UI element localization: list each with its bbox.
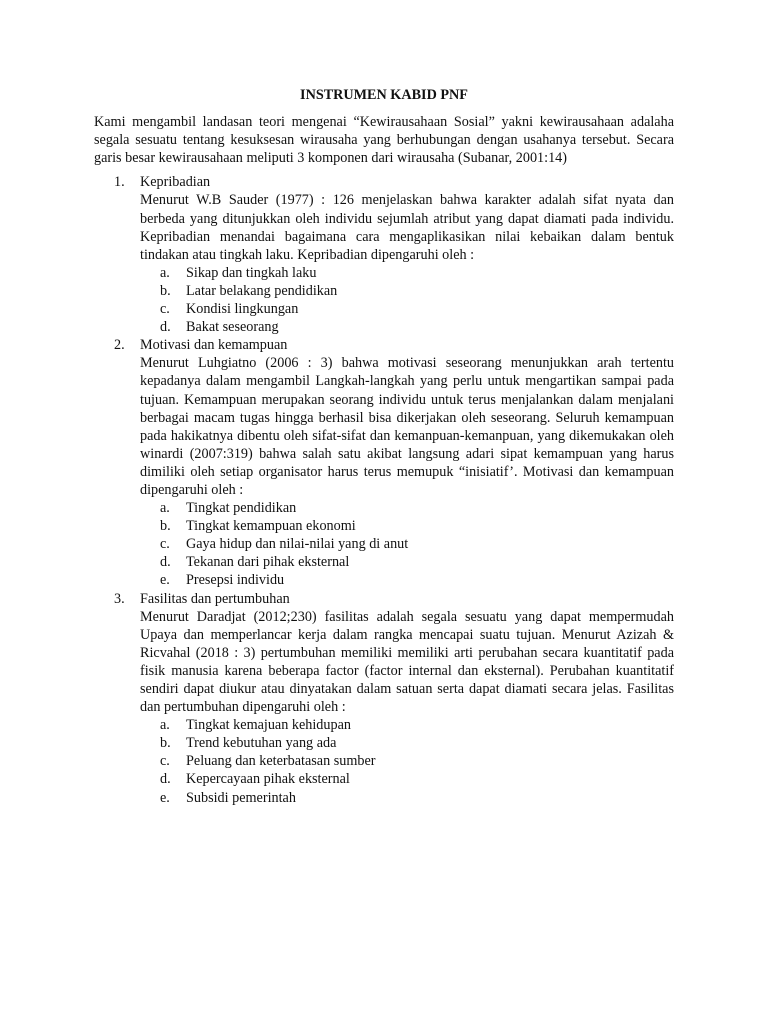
factor-letter: b. <box>160 735 171 752</box>
factor-text: Tingkat pendidikan <box>186 500 297 517</box>
section-description: Menurut Luhgiatno (2006 : 3) bahwa motivasi seseorang menunjukkan arah tertentu kepadanya dalam mengambil Langkah-langkah yang perlu untuk mengartikan sampai pada tujuan. Kemampuan merupakan seorang individu untuk terus menjalankan dalam menjalani berbagai macam tugas hingga berhasil bisa dikerjakan oleh seseorang. Seluruh kemampuan pada hakikatnya dibentu oleh sifat-sifat dan kemanpuan-kemanpuan, yang dikemukakan oleh winardi (2007:319) bahwa salah satu akibat langsung adari sipat kemampuan yang harus dimiliki oleh setiap organisator harus terus memupuk “inisiatif’. Motivasi dan kemampuan dipengaruhi oleh : <box>140 355 674 498</box>
factor-item <box>160 282 674 300</box>
factor-text: Presepsi individu <box>186 572 285 589</box>
section-description: Menurut Daradjat (2012;230) fasilitas adalah segala sesuatu yang dapat mempermudah Upaya dan memperlancar kerja dalam rangka mencapai suatu tujuan. Menurut Azizah & Ricvahal (2018 : 3) pertumbuhan memiliki memiliki arti perubahan secara kuantitatif pada fisik manusia karena beberapa factor (factor internal dan eksternal). Perubahan kuantitatif sendiri dapat diukur atau dinyatakan dalam satuan serta dapat diamati secara jelas. Fasilitas dan pertumbuhan dipengaruhi oleh : <box>140 608 674 716</box>
factor-letter: d. <box>160 771 171 788</box>
factor-letter: b. <box>160 282 171 299</box>
section-heading: Kepribadian <box>140 174 211 191</box>
factor-letter: e. <box>160 572 170 589</box>
sections-list <box>94 173 674 806</box>
factor-text: Tingkat kemajuan kehidupan <box>186 717 351 734</box>
factor-item <box>160 264 674 282</box>
section-item <box>114 336 674 589</box>
factor-letter: a. <box>160 717 170 734</box>
factor-item <box>160 734 674 752</box>
factor-text: Kepercayaan pihak eksternal <box>186 771 350 788</box>
factor-text: Sikap dan tingkah laku <box>186 264 317 281</box>
factor-text: Kondisi lingkungan <box>186 301 299 318</box>
factor-item <box>160 499 674 517</box>
factor-text: Tekanan dari pihak eksternal <box>186 554 350 571</box>
factor-letter: e. <box>160 789 170 806</box>
factor-list <box>140 264 674 336</box>
factor-letter: c. <box>160 301 170 318</box>
factor-item <box>160 716 674 734</box>
factor-item <box>160 535 674 553</box>
factor-letter: c. <box>160 536 170 553</box>
factor-letter: a. <box>160 264 170 281</box>
factor-list <box>140 716 674 806</box>
factor-item <box>160 770 674 788</box>
document-title: INSTRUMEN KABID PNF <box>300 87 468 103</box>
factor-text: Peluang dan keterbatasan sumber <box>186 753 376 770</box>
section-number: 1. <box>114 174 125 191</box>
section-heading: Motivasi dan kemampuan <box>140 337 288 354</box>
factor-letter: b. <box>160 518 171 535</box>
factor-item <box>160 553 674 571</box>
factor-letter: a. <box>160 500 170 517</box>
factor-item <box>160 517 674 535</box>
section-item <box>114 173 674 336</box>
factor-text: Trend kebutuhan yang ada <box>186 735 337 752</box>
factor-item <box>160 318 674 336</box>
factor-item <box>160 789 674 807</box>
factor-text: Bakat seseorang <box>186 319 279 336</box>
section-item <box>114 590 674 807</box>
factor-list <box>140 499 674 589</box>
factor-item <box>160 571 674 589</box>
factor-letter: d. <box>160 554 171 571</box>
section-description: Menurut W.B Sauder (1977) : 126 menjelaskan bahwa karakter adalah sifat nyata dan berbeda yang ditunjukkan oleh individu sejumlah atribut yang dapat diamati pada individu. Kepribadian menandai bagaimana cara mengaplikasikan nilai kebaikan dalam bentuk tindakan atau tingkah laku. Kepribadian dipengaruhi oleh : <box>140 192 674 263</box>
factor-letter: d. <box>160 319 171 336</box>
factor-text: Latar belakang pendidikan <box>186 282 338 299</box>
section-heading: Fasilitas dan pertumbuhan <box>140 590 290 607</box>
section-number: 3. <box>114 590 125 607</box>
intro-paragraph: Kami mengambil landasan teori mengenai “Kewirausahaan Sosial” yakni kewirausahaan adalaha segala sesuatu tentang kesuksesan wirausaha yang berhubungan dengan usahanya tersebut. Secara garis besar kewirausahaan meliputi 3 komponen dari wirausaha (Subanar, 2001:14) <box>94 114 674 167</box>
factor-item <box>160 752 674 770</box>
section-number: 2. <box>114 337 125 354</box>
factor-text: Subsidi pemerintah <box>186 789 296 806</box>
factor-item <box>160 300 674 318</box>
factor-text: Gaya hidup dan nilai-nilai yang di anut <box>186 536 409 553</box>
factor-letter: c. <box>160 753 170 770</box>
factor-text: Tingkat kemampuan ekonomi <box>186 518 356 535</box>
